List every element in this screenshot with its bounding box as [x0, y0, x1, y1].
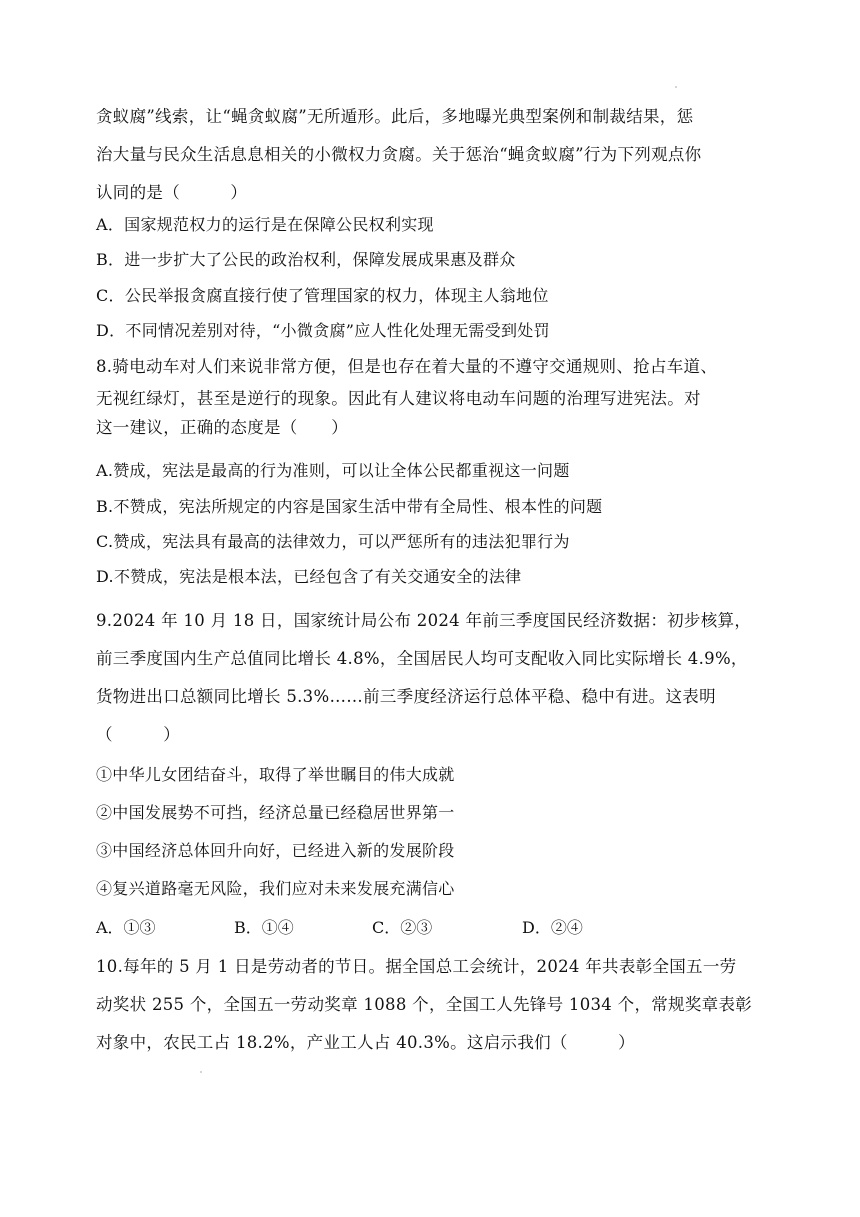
q7-option-b: B．进一步扩大了公民的政治权利，保障发展成果惠及群众	[96, 250, 516, 269]
q8-option-b: B.不赞成，宪法所规定的内容是国家生活中带有全局性、根本性的问题	[96, 497, 603, 516]
q9-choices-row	[96, 915, 796, 939]
q9-choice-c: C．②③	[372, 918, 433, 937]
q8-option-c: C.赞成，宪法具有最高的法律效力，可以严惩所有的违法犯罪行为	[96, 532, 570, 551]
q7-stem-line-2: 治大量与民众生活息息相关的小微权力贪腐。关于惩治“蝇贪蚁腐”行为下列观点你	[96, 145, 702, 164]
q8-stem-line-3: 这一建议，正确的态度是（ ）	[96, 418, 348, 437]
q7-stem-line-1: 贪蚁腐”线索，让“蝇贪蚁腐”无所遁形。此后，多地曝光典型案例和制裁结果，惩	[96, 107, 694, 126]
q9-statement-3: ③中国经济总体回升向好，已经进入新的发展阶段	[96, 841, 455, 860]
q7-option-c: C．公民举报贪腐直接行使了管理国家的权力，体现主人翁地位	[96, 286, 549, 305]
q8-option-a: A.赞成，宪法是最高的行为准则，可以让全体公民都重视这一问题	[96, 461, 570, 480]
q10-stem-line-1: 10.每年的 5 月 1 日是劳动者的节日。据全国总工会统计，2024 年共表彰全国五一劳	[96, 957, 737, 976]
q7-option-a: A．国家规范权力的运行是在保障公民权利实现	[96, 215, 434, 234]
scan-speck	[200, 1071, 202, 1073]
q9-statement-4: ④复兴道路毫无风险，我们应对未来发展充满信心	[96, 879, 455, 898]
q9-stem-line-4: （ ）	[96, 725, 180, 744]
q10-stem-line-2: 动奖状 255 个，全国五一劳动奖章 1088 个，全国工人先锋号 1034 个，常规奖章表彰	[96, 995, 753, 1014]
q8-stem-line-1: 8.骑电动车对人们来说非常方便，但是也存在着大量的不遵守交通规则、抢占车道、	[96, 357, 718, 376]
q9-stem-line-2: 前三季度国内生产总值同比增长 4.8%，全国居民人均可支配收入同比实际增长 4.9%，	[96, 649, 748, 668]
q9-choice-b: B．①④	[234, 918, 294, 937]
q9-choice-d: D．②④	[522, 918, 583, 937]
q7-stem-line-3: 认同的是（ ）	[96, 183, 248, 202]
q10-stem-line-3: 对象中，农民工占 18.2%，产业工人占 40.3%。这启示我们（ ）	[96, 1033, 635, 1052]
q9-stem-line-1: 9.2024 年 10 月 18 日，国家统计局公布 2024 年前三季度国民经济数据：初步核算，	[96, 611, 752, 630]
scan-speck	[675, 86, 677, 88]
q8-stem-line-2: 无视红绿灯，甚至是逆行的现象。因此有人建议将电动车问题的治理写进宪法。对	[96, 389, 701, 408]
q7-option-d: D．不同情况差别对待，“小微贪腐”应人性化处理无需受到处罚	[96, 321, 550, 340]
q8-option-d: D.不赞成，宪法是根本法，已经包含了有关交通安全的法律	[96, 567, 522, 586]
q9-stem-line-3: 货物进出口总额同比增长 5.3%……前三季度经济运行总体平稳、稳中有进。这表明	[96, 687, 716, 706]
q9-statement-1: ①中华儿女团结奋斗，取得了举世瞩目的伟大成就	[96, 765, 455, 784]
q9-statement-2: ②中国发展势不可挡，经济总量已经稳居世界第一	[96, 803, 455, 822]
q9-choice-a: A．①③	[96, 918, 156, 937]
